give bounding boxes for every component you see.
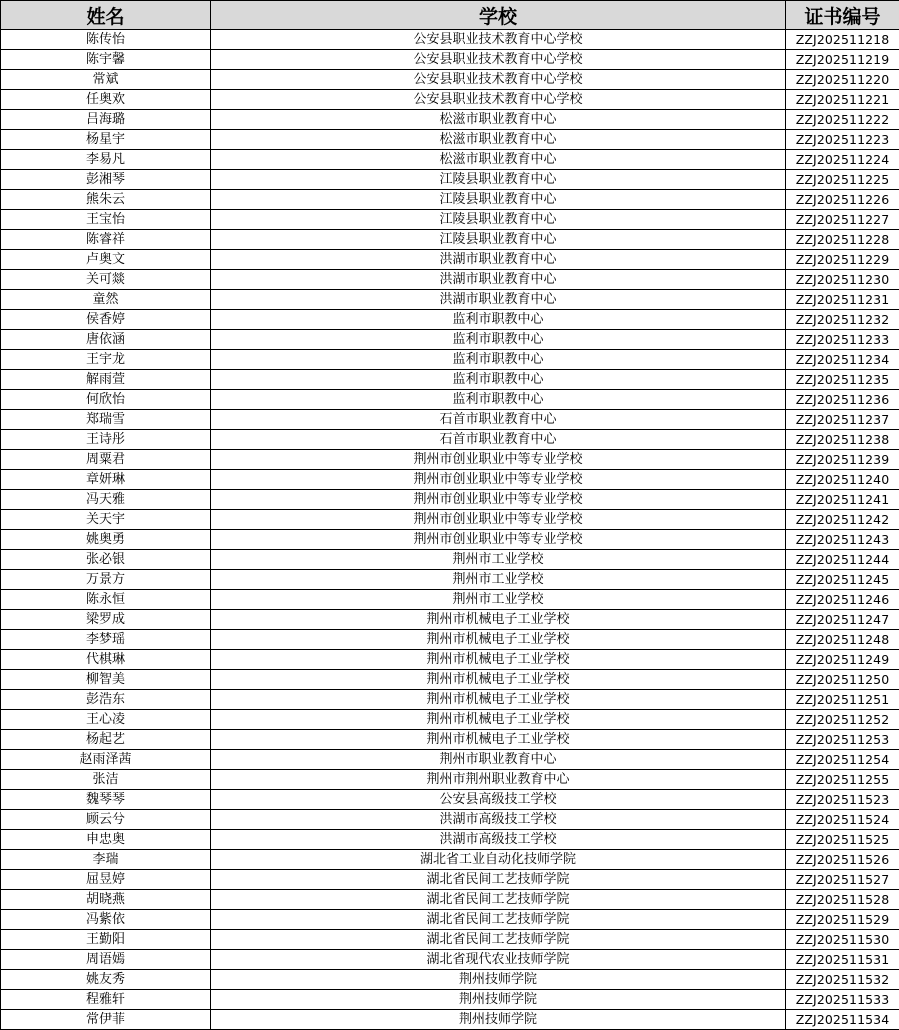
school-cell: 荆州市创业职业中等专业学校 — [211, 530, 786, 550]
school-cell: 洪湖市职业教育中心 — [211, 270, 786, 290]
cert-cell: ZZJ202511254 — [786, 750, 899, 770]
table-row — [1, 1010, 899, 1030]
school-cell: 公安县高级技工学校 — [211, 790, 786, 810]
name-cell: 王诗彤 — [1, 430, 211, 450]
cert-cell: ZZJ202511250 — [786, 670, 899, 690]
school-cell: 荆州市机械电子工业学校 — [211, 630, 786, 650]
cert-cell: ZZJ202511532 — [786, 970, 899, 990]
name-cell: 代棋琳 — [1, 650, 211, 670]
table-row — [1, 510, 899, 530]
name-cell: 关天宇 — [1, 510, 211, 530]
table-row — [1, 670, 899, 690]
name-cell: 申忠奥 — [1, 830, 211, 850]
school-cell: 公安县职业技术教育中心学校 — [211, 30, 786, 50]
school-cell: 公安县职业技术教育中心学校 — [211, 50, 786, 70]
school-cell: 石首市职业教育中心 — [211, 410, 786, 430]
table-row — [1, 830, 899, 850]
school-cell: 湖北省民间工艺技师学院 — [211, 890, 786, 910]
school-cell: 江陵县职业教育中心 — [211, 210, 786, 230]
school-cell: 洪湖市高级技工学校 — [211, 830, 786, 850]
school-cell: 荆州市荆州职业教育中心 — [211, 770, 786, 790]
cert-cell: ZZJ202511248 — [786, 630, 899, 650]
school-cell: 湖北省民间工艺技师学院 — [211, 930, 786, 950]
name-cell: 梁罗成 — [1, 610, 211, 630]
name-cell: 侯香婷 — [1, 310, 211, 330]
name-cell: 周粟君 — [1, 450, 211, 470]
cert-cell: ZZJ202511233 — [786, 330, 899, 350]
school-cell: 荆州市机械电子工业学校 — [211, 730, 786, 750]
name-cell: 解雨萱 — [1, 370, 211, 390]
school-cell: 荆州技师学院 — [211, 970, 786, 990]
cert-cell: ZZJ202511225 — [786, 170, 899, 190]
school-cell: 公安县职业技术教育中心学校 — [211, 70, 786, 90]
table-row — [1, 730, 899, 750]
name-cell: 柳智美 — [1, 670, 211, 690]
cert-cell: ZZJ202511230 — [786, 270, 899, 290]
table-row — [1, 50, 899, 70]
header-name: 姓名 — [1, 1, 211, 30]
cert-cell: ZZJ202511244 — [786, 550, 899, 570]
name-cell: 王宇龙 — [1, 350, 211, 370]
table-row — [1, 30, 899, 50]
table-row — [1, 290, 899, 310]
cert-cell: ZZJ202511222 — [786, 110, 899, 130]
name-cell: 王宝怡 — [1, 210, 211, 230]
school-cell: 湖北省现代农业技师学院 — [211, 950, 786, 970]
table-row — [1, 490, 899, 510]
table-row — [1, 350, 899, 370]
school-cell: 荆州市工业学校 — [211, 570, 786, 590]
cert-cell: ZZJ202511229 — [786, 250, 899, 270]
table-body — [1, 30, 899, 1030]
school-cell: 荆州市机械电子工业学校 — [211, 690, 786, 710]
table-row — [1, 970, 899, 990]
table-row — [1, 810, 899, 830]
school-cell: 监利市职教中心 — [211, 350, 786, 370]
table-row — [1, 210, 899, 230]
name-cell: 任奥欢 — [1, 90, 211, 110]
cert-cell: ZZJ202511234 — [786, 350, 899, 370]
cert-cell: ZZJ202511243 — [786, 530, 899, 550]
school-cell: 荆州市职业教育中心 — [211, 750, 786, 770]
school-cell: 荆州市机械电子工业学校 — [211, 710, 786, 730]
table-row — [1, 390, 899, 410]
name-cell: 杨起艺 — [1, 730, 211, 750]
table-row — [1, 150, 899, 170]
name-cell: 陈传怡 — [1, 30, 211, 50]
cert-cell: ZZJ202511253 — [786, 730, 899, 750]
school-cell: 监利市职教中心 — [211, 370, 786, 390]
name-cell: 郑瑞雪 — [1, 410, 211, 430]
table-row — [1, 550, 899, 570]
cert-cell: ZZJ202511534 — [786, 1010, 899, 1030]
header-cert: 证书编号 — [786, 1, 899, 30]
school-cell: 荆州技师学院 — [211, 1010, 786, 1030]
school-cell: 松滋市职业教育中心 — [211, 130, 786, 150]
name-cell: 李瑞 — [1, 850, 211, 870]
school-cell: 江陵县职业教育中心 — [211, 190, 786, 210]
cert-cell: ZZJ202511231 — [786, 290, 899, 310]
cert-cell: ZZJ202511525 — [786, 830, 899, 850]
cert-cell: ZZJ202511247 — [786, 610, 899, 630]
cert-cell: ZZJ202511228 — [786, 230, 899, 250]
name-cell: 张必银 — [1, 550, 211, 570]
cert-cell: ZZJ202511240 — [786, 470, 899, 490]
cert-cell: ZZJ202511531 — [786, 950, 899, 970]
school-cell: 松滋市职业教育中心 — [211, 110, 786, 130]
table-row — [1, 930, 899, 950]
school-cell: 荆州技师学院 — [211, 990, 786, 1010]
school-cell: 松滋市职业教育中心 — [211, 150, 786, 170]
name-cell: 何欣怡 — [1, 390, 211, 410]
name-cell: 关可燚 — [1, 270, 211, 290]
table-row — [1, 450, 899, 470]
table-row — [1, 910, 899, 930]
name-cell: 王心凌 — [1, 710, 211, 730]
cert-cell: ZZJ202511236 — [786, 390, 899, 410]
cert-cell: ZZJ202511226 — [786, 190, 899, 210]
school-cell: 洪湖市职业教育中心 — [211, 290, 786, 310]
table-row — [1, 370, 899, 390]
name-cell: 姚友秀 — [1, 970, 211, 990]
name-cell: 彭湘琴 — [1, 170, 211, 190]
cert-cell: ZZJ202511527 — [786, 870, 899, 890]
cert-cell: ZZJ202511221 — [786, 90, 899, 110]
school-cell: 石首市职业教育中心 — [211, 430, 786, 450]
table-row — [1, 470, 899, 490]
cert-cell: ZZJ202511526 — [786, 850, 899, 870]
cert-cell: ZZJ202511237 — [786, 410, 899, 430]
table-row — [1, 990, 899, 1010]
name-cell: 万景方 — [1, 570, 211, 590]
cert-cell: ZZJ202511255 — [786, 770, 899, 790]
school-cell: 荆州市机械电子工业学校 — [211, 650, 786, 670]
table-row — [1, 630, 899, 650]
table-row — [1, 590, 899, 610]
name-cell: 李易凡 — [1, 150, 211, 170]
name-cell: 杨星宇 — [1, 130, 211, 150]
header-row — [1, 1, 899, 30]
school-cell: 荆州市工业学校 — [211, 550, 786, 570]
cert-cell: ZZJ202511239 — [786, 450, 899, 470]
table-row — [1, 530, 899, 550]
table-row — [1, 410, 899, 430]
table-row — [1, 170, 899, 190]
name-cell: 童然 — [1, 290, 211, 310]
cert-cell: ZZJ202511530 — [786, 930, 899, 950]
cert-cell: ZZJ202511220 — [786, 70, 899, 90]
table-row — [1, 270, 899, 290]
cert-cell: ZZJ202511523 — [786, 790, 899, 810]
cert-cell: ZZJ202511252 — [786, 710, 899, 730]
name-cell: 魏琴琴 — [1, 790, 211, 810]
school-cell: 荆州市创业职业中等专业学校 — [211, 490, 786, 510]
table-row — [1, 310, 899, 330]
table-row — [1, 130, 899, 150]
school-cell: 荆州市创业职业中等专业学校 — [211, 510, 786, 530]
cert-cell: ZZJ202511246 — [786, 590, 899, 610]
school-cell: 荆州市机械电子工业学校 — [211, 610, 786, 630]
name-cell: 赵雨泽茜 — [1, 750, 211, 770]
table-row — [1, 870, 899, 890]
table-row — [1, 570, 899, 590]
cert-cell: ZZJ202511251 — [786, 690, 899, 710]
table-row — [1, 190, 899, 210]
school-cell: 洪湖市高级技工学校 — [211, 810, 786, 830]
cert-cell: ZZJ202511232 — [786, 310, 899, 330]
cert-cell: ZZJ202511529 — [786, 910, 899, 930]
cert-cell: ZZJ202511224 — [786, 150, 899, 170]
table-row — [1, 90, 899, 110]
cert-cell: ZZJ202511242 — [786, 510, 899, 530]
table-row — [1, 710, 899, 730]
cert-cell: ZZJ202511249 — [786, 650, 899, 670]
school-cell: 公安县职业技术教育中心学校 — [211, 90, 786, 110]
name-cell: 常斌 — [1, 70, 211, 90]
name-cell: 卢奥文 — [1, 250, 211, 270]
table-row — [1, 950, 899, 970]
school-cell: 湖北省民间工艺技师学院 — [211, 870, 786, 890]
cert-cell: ZZJ202511219 — [786, 50, 899, 70]
name-cell: 李梦瑶 — [1, 630, 211, 650]
name-cell: 程雅轩 — [1, 990, 211, 1010]
table-row — [1, 890, 899, 910]
name-cell: 冯天雅 — [1, 490, 211, 510]
cert-cell: ZZJ202511245 — [786, 570, 899, 590]
school-cell: 监利市职教中心 — [211, 310, 786, 330]
table-row — [1, 110, 899, 130]
cert-cell: ZZJ202511218 — [786, 30, 899, 50]
cert-cell: ZZJ202511235 — [786, 370, 899, 390]
name-cell: 陈睿祥 — [1, 230, 211, 250]
name-cell: 章妍琳 — [1, 470, 211, 490]
cert-cell: ZZJ202511528 — [786, 890, 899, 910]
cert-cell: ZZJ202511533 — [786, 990, 899, 1010]
cert-cell: ZZJ202511524 — [786, 810, 899, 830]
table-row — [1, 770, 899, 790]
school-cell: 江陵县职业教育中心 — [211, 170, 786, 190]
cert-cell: ZZJ202511241 — [786, 490, 899, 510]
table-row — [1, 750, 899, 770]
name-cell: 周语嫣 — [1, 950, 211, 970]
name-cell: 陈永恒 — [1, 590, 211, 610]
name-cell: 顾云兮 — [1, 810, 211, 830]
header-school: 学校 — [211, 1, 786, 30]
name-cell: 陈宇馨 — [1, 50, 211, 70]
table-row — [1, 230, 899, 250]
table-row — [1, 70, 899, 90]
cert-cell: ZZJ202511223 — [786, 130, 899, 150]
table-row — [1, 650, 899, 670]
name-cell: 唐依涵 — [1, 330, 211, 350]
name-cell: 彭浩东 — [1, 690, 211, 710]
table-row — [1, 430, 899, 450]
school-cell: 监利市职教中心 — [211, 330, 786, 350]
table-row — [1, 610, 899, 630]
school-cell: 洪湖市职业教育中心 — [211, 250, 786, 270]
name-cell: 张洁 — [1, 770, 211, 790]
table-row — [1, 250, 899, 270]
school-cell: 湖北省民间工艺技师学院 — [211, 910, 786, 930]
name-cell: 冯紫依 — [1, 910, 211, 930]
table-row — [1, 850, 899, 870]
table-row — [1, 330, 899, 350]
table-row — [1, 690, 899, 710]
school-cell: 荆州市工业学校 — [211, 590, 786, 610]
school-cell: 荆州市机械电子工业学校 — [211, 670, 786, 690]
cert-cell: ZZJ202511238 — [786, 430, 899, 450]
name-cell: 姚奥勇 — [1, 530, 211, 550]
name-cell: 王勤阳 — [1, 930, 211, 950]
cert-cell: ZZJ202511227 — [786, 210, 899, 230]
school-cell: 湖北省工业自动化技师学院 — [211, 850, 786, 870]
name-cell: 屈昱婷 — [1, 870, 211, 890]
school-cell: 监利市职教中心 — [211, 390, 786, 410]
school-cell: 荆州市创业职业中等专业学校 — [211, 470, 786, 490]
name-cell: 熊朱云 — [1, 190, 211, 210]
school-cell: 江陵县职业教育中心 — [211, 230, 786, 250]
name-cell: 吕海璐 — [1, 110, 211, 130]
school-cell: 荆州市创业职业中等专业学校 — [211, 450, 786, 470]
table-row — [1, 790, 899, 810]
name-cell: 常伊菲 — [1, 1010, 211, 1030]
name-cell: 胡晓燕 — [1, 890, 211, 910]
